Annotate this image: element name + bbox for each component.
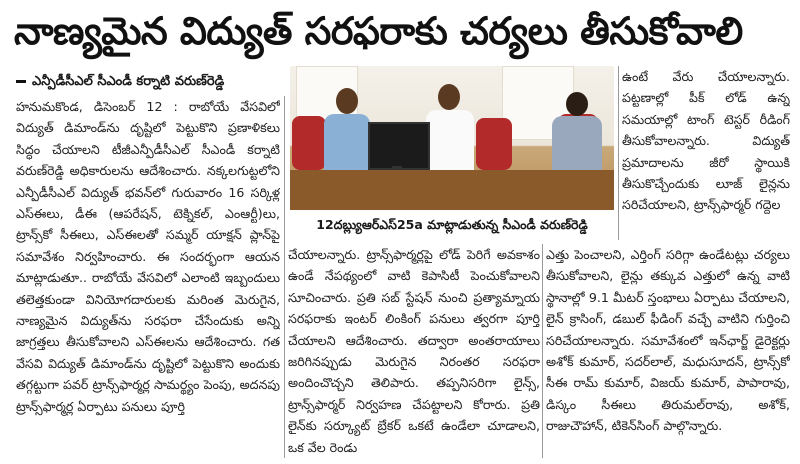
photo-caption: 12దబ్ల్యుఆర్ఎస్25a మాట్లాడుతున్న సీఎండీ వరుణ్‌రెడ్డి bbox=[316, 217, 588, 232]
person-head bbox=[566, 92, 588, 116]
person-head bbox=[336, 88, 358, 114]
column-3-text: ఎత్తు పెంచాలని, ఎర్తింగ్ సరిగ్గా ఉండేటట్లు చర్యలు తీసుకోవాలని, లైన్లు తక్కువ ఎత్తులో ఉన్న వాటి స్థానాల్లో 9.1 మీటర్ స్తంభాలు ఏర్పాటు చేయాలని, లైన్ క్రాసింగ్, డబుల్ ఫీడింగ్ వచ్చే వాటిని గుర్తించి సరిచేయాలన్నారు. సమావేశంలో ఇన్‌ఛార్జ్ డైరెక్టర్లు అశోక్ కుమార్, సదర్‌లాల్, మధుసూదన్, ట్రాన్స్‌కో సీఈ రామ్ కుమార్, విజయ్ కుమార్, పాపారావు, డిస్కం సీఈలు తిరుమల్‌రావు, అశోక్, రాజుచౌహాన్, టికెన్‌సింగ్ పాల్గొన్నారు. bbox=[546, 247, 790, 434]
person-head bbox=[438, 84, 460, 110]
computer-monitor bbox=[368, 122, 430, 170]
photo-chair bbox=[476, 118, 512, 170]
byline-dash bbox=[16, 80, 26, 83]
column-1-text: హనుమకొండ, డిసెంబర్ 12 : రాబోయే వేసవిలో విద్యుత్ డిమాండ్‌ను దృష్టిలో పెట్టుకొని ప్రణాళికలు సిద్ధం చేయాలని టీజీఎన్పీడీసీఎల్ సీఎండీ కర్నాటి వరుణ్‌రెడ్డి అధికారులను ఆదేశించారు. నక్కలగుట్టలోని ఎన్పీడీసీఎల్ విద్యుత్ భవన్‌లో గురువారం 16 సర్కిళ్ల ఎస్‌ఈలు, డీఈ (ఆపరేషన్, టెక్నికల్, ఎంఆర్టీ)లు, ట్రాన్స్‌కో సీఈలు, ఎస్‌ఈలతో సమ్మర్ యాక్షన్ ప్లాన్‌పై సమావేశం నిర్వహించారు. ఈ సందర్భంగా ఆయన మాట్లాడుతూ.. రాబోయే వేసవిలో ఎలాంటి ఇబ్బందులు తలెత్తకుండా వినియోగదారులకు మరింత మెరుగైన, నాణ్యమైన విద్యుత్‌ను సరఫరా చేసేందుకు అన్ని జాగ్రత్తలు తీసుకోవాలని ఎస్‌ఈలను ఆదేశించారు. గత వేసవి విద్యుత్ డిమాండ్‌ను దృష్టిలో పెట్టుకొని అందుకు తగ్గట్టుగా పవర్ ట్రాన్స్‌ఫార్మర్ల సామర్థ్యం పెంపు, అదనపు ట్రాన్స్‌ఫార్మర్ల ఏర్పాటు పనులు పూర్తి bbox=[16, 99, 280, 414]
news-photo bbox=[290, 66, 614, 210]
person-body bbox=[426, 110, 474, 170]
article-column-3 bbox=[546, 244, 790, 458]
conference-table bbox=[290, 170, 614, 210]
column-divider bbox=[284, 96, 285, 458]
person-body bbox=[552, 116, 602, 170]
photo-chair bbox=[292, 116, 326, 170]
column-right-top-text: ఉంటే వేరు చేయాలన్నారు. పట్టణాల్లో పీక్ లోడ్ ఉన్న సమయాల్లో టాంగ్ టెస్టర్ రీడింగ్ తీసుకోవాలన్నారు. విద్యుత్ ప్రమాదాలను జీరో స్థాయికి తీసుకొచ్చేందుకు లూజ్ లైన్లను సరిచేయాలని, ట్రాన్స్‌ఫార్మర్ గద్దెల bbox=[622, 69, 790, 213]
article-column-2 bbox=[288, 244, 540, 458]
byline-text: ఎన్పీడీసీఎల్ సీఎండీ కర్నాటి వరుణ్‌రెడ్డి bbox=[32, 74, 225, 89]
column-divider bbox=[542, 244, 543, 458]
headline: నాణ్యమైన విద్యుత్ సరఫరాకు చర్యలు తీసుకోవాలి bbox=[14, 9, 743, 53]
byline bbox=[16, 72, 286, 92]
person-body bbox=[324, 114, 370, 170]
article-column-1 bbox=[16, 96, 280, 458]
column-divider bbox=[618, 66, 619, 240]
article-column-right-top bbox=[622, 66, 790, 256]
column-2-text: చేయాలన్నారు. ట్రాన్స్‌ఫార్మర్లపై లోడ్ పెరిగే అవకాశం ఉండే నేపథ్యంలో వాటి కెపాసిటీ పెంచుకోవాలని సూచించారు. ప్రతి సబ్ స్టేషన్ నుంచి ప్రత్యామ్నాయ సరఫరాకు ఇంటర్ లింకింగ్ పనులు త్వరగా పూర్తి చేయాలని ఆదేశించారు. తద్వారా అంతరాయాలు జరిగినప్పుడు మెరుగైన నిరంతర సరఫరా అందించొచ్చని తెలిపారు. తప్పనిసరిగా లైన్స్, ట్రాన్స్‌ఫార్మర్ నిర్వహణ చేపట్టాలని కోరారు. ప్రతి లైన్‌కు సర్క్యూట్ బ్రేకర్ ఒకటే ఉండేలా చూడాలని, ఒక వేల రెండు bbox=[288, 247, 540, 455]
